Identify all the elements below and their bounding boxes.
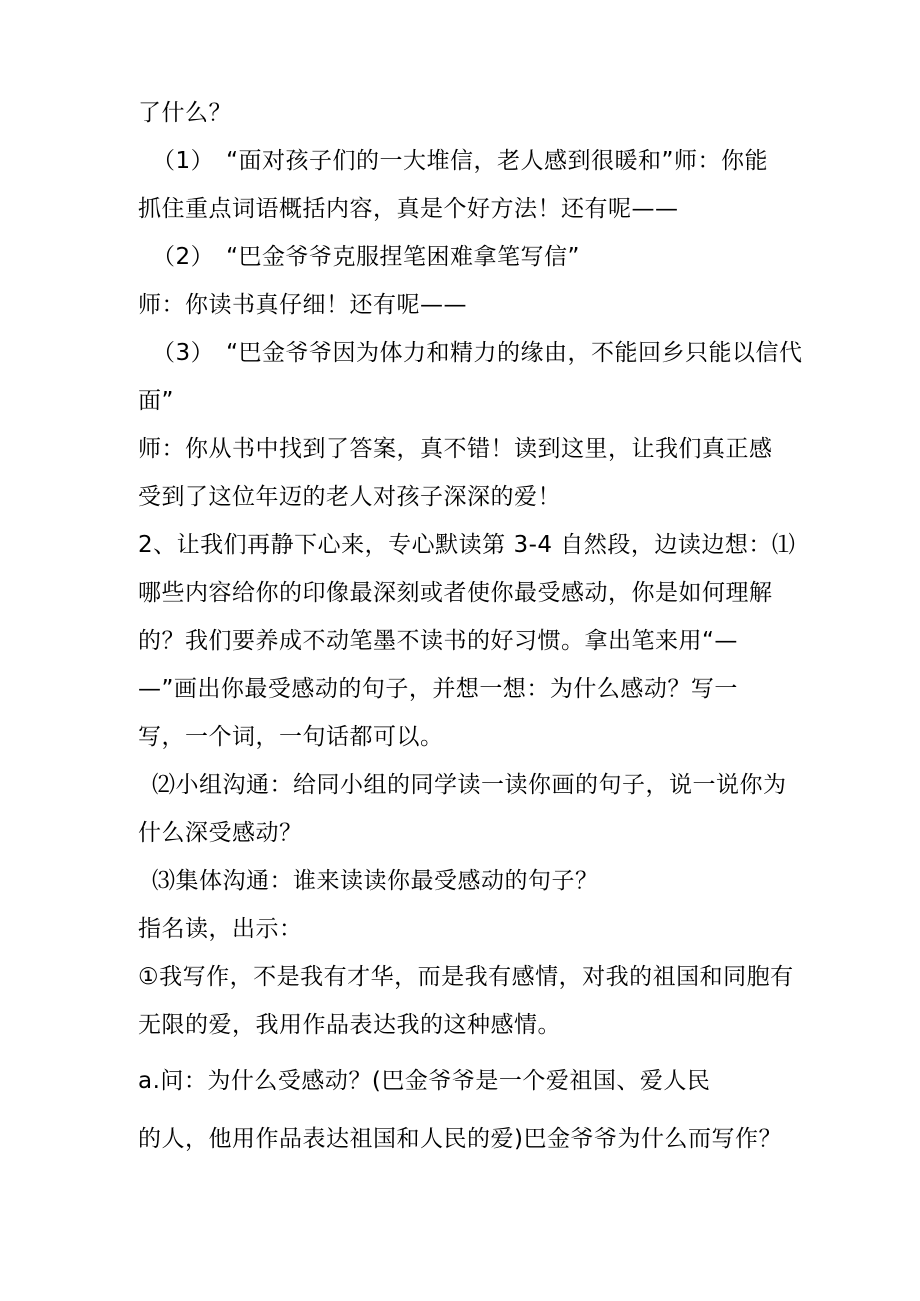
- text-line-5: 师：你读书真仔细！还有呢——: [138, 292, 467, 318]
- text-line-6: （3） “巴金爷爷因为体力和精力的缘由，不能回乡只能以信代: [152, 340, 803, 366]
- text-line-8: 师：你从书中找到了答案，真不错！读到这里，让我们真正感: [138, 436, 773, 462]
- text-line-7: 面”: [138, 388, 174, 414]
- text-line-13: —”画出你最受感动的句子，并想一想：为什么感动？写一: [138, 676, 738, 702]
- text-line-2: （1） “面对孩子们的一大堆信，老人感到很暖和”师：你能: [152, 148, 768, 174]
- text-line-19: ①我写作，不是我有才华，而是我有感情，对我的祖国和同胞有: [138, 964, 794, 990]
- text-line-14: 写，一个词，一句话都可以。: [138, 724, 444, 750]
- text-line-9: 受到了这位年迈的老人对孩子深深的爱！: [138, 484, 561, 510]
- text-line-11: 哪些内容给你的印像最深刻或者使你最受感动，你是如何理解: [138, 580, 773, 606]
- text-line-18: 指名读，出示：: [138, 916, 303, 942]
- text-line-20: 无限的爱，我用作品表达我的这种感情。: [138, 1012, 561, 1038]
- text-line-3: 抓住重点词语概括内容，真是个好方法！还有呢——: [138, 196, 679, 222]
- text-line-15: ⑵小组沟通：给同小组的同学读一读你画的句子，说一说你为: [152, 772, 787, 798]
- text-line-1: 了什么？: [138, 100, 232, 126]
- text-line-4: （2） “巴金爷爷克服捏笔困难拿笔写信”: [152, 244, 580, 270]
- text-line-12: 的？我们要养成不动笔墨不读书的好习惯。拿出笔来用“—: [138, 628, 738, 654]
- text-line-16: 什么深受感动？: [138, 820, 303, 846]
- text-line-22: 的人，他用作品表达祖国和人民的爱)巴金爷爷为什么而写作？: [138, 1126, 782, 1152]
- text-line-21: a.问：为什么受感动？(巴金爷爷是一个爱祖国、爱人民: [138, 1068, 711, 1094]
- text-line-17: ⑶集体沟通：谁来读读你最受感动的句子？: [152, 868, 599, 894]
- text-line-10: 2、让我们再静下心来，专心默读第 3-4 自然段，边读边想：⑴: [138, 532, 796, 558]
